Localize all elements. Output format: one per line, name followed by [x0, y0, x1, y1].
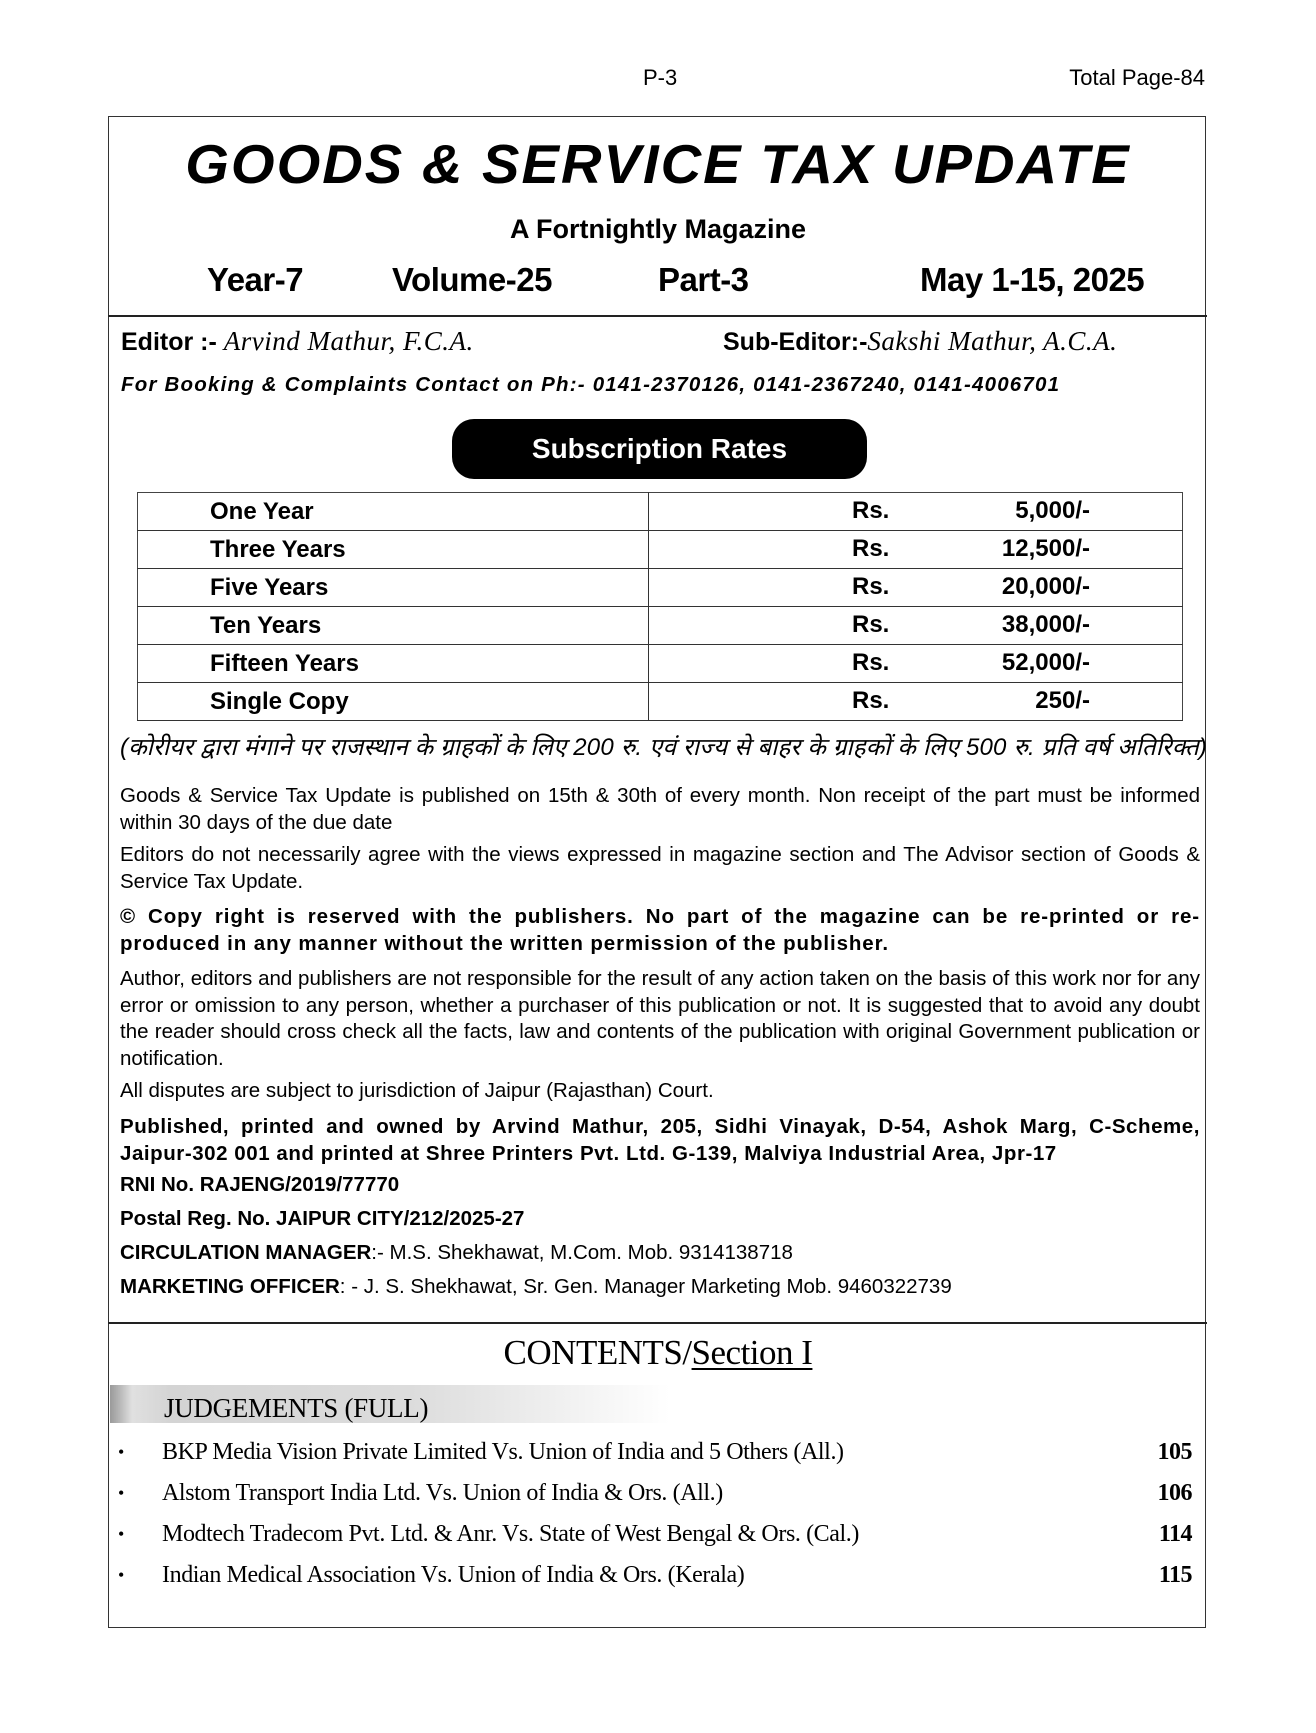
category-label: JUDGEMENTS (FULL): [164, 1393, 429, 1423]
postal-registration: Postal Reg. No. JAIPUR CITY/212/2025-27: [120, 1207, 525, 1230]
editor-name: Arvind Mathur, F.C.A.: [223, 326, 474, 356]
rate-row: [138, 531, 1183, 569]
magazine-title: GOODS & SERVICE TAX UPDATE: [185, 133, 1131, 195]
rate-term: Single Copy: [138, 683, 649, 721]
liability-disclaimer: Author, editors and publishers are not responsible for the result of any action taken on the basis of this work nor for any error or omission to any person, whether a purchaser of this publication or not. It is suggested that to avoid any doubt the reader should cross check all the facts, law and contents of the publication with original Government publication or notification.: [120, 967, 1200, 1070]
rate-price-cell: [649, 683, 1183, 721]
rate-term: One Year: [138, 493, 649, 531]
rate-row: [138, 683, 1183, 721]
contents-item-title: Indian Medical Association Vs. Union of India & Ors. (Kerala): [162, 1562, 745, 1588]
rate-row: [138, 569, 1183, 607]
rate-price-cell: [649, 607, 1183, 645]
marketing-officer: [120, 1274, 952, 1300]
rate-row: [138, 645, 1183, 683]
marketing-value: : - J. S. Shekhawat, Sr. Gen. Manager Marketing Mob. 9460322739: [339, 1275, 952, 1298]
rate-amount: 250/-: [1035, 687, 1090, 714]
rate-price-cell: [649, 569, 1183, 607]
contents-heading-main: CONTENTS/: [503, 1333, 692, 1372]
rate-term: Three Years: [138, 531, 649, 569]
issue-part: Part-3: [658, 261, 749, 298]
contents-item-page: 115: [1158, 1562, 1192, 1588]
issue-year: Year-7: [207, 261, 304, 298]
bullet-icon: •: [118, 1483, 125, 1503]
rate-currency: Rs.: [852, 573, 890, 600]
rate-currency: Rs.: [852, 497, 890, 524]
rate-row: [138, 607, 1183, 645]
contact-line: For Booking & Complaints Contact on Ph:- 0141-2370126, 0141-2367240, 0141-4006701: [121, 373, 1061, 396]
views-disclaimer: Editors do not necessarily agree with the views expressed in magazine section and The Advisor section of Goods & Service Tax Update.: [120, 843, 1200, 893]
total-pages: Total Page-84: [1069, 65, 1205, 90]
page-number: P-3: [643, 65, 678, 90]
contents-item: [118, 1518, 1192, 1550]
rate-price-cell: [649, 493, 1183, 531]
masthead-divider: [108, 315, 1207, 317]
rate-term: Ten Years: [138, 607, 649, 645]
contents-item: [118, 1477, 1192, 1509]
rate-price-cell: [649, 645, 1183, 683]
rate-term: Five Years: [138, 569, 649, 607]
magazine-subtitle: A Fortnightly Magazine: [510, 214, 806, 244]
editor-label: Editor :-: [121, 328, 217, 356]
contents-item-page: 106: [1157, 1480, 1192, 1506]
contents-heading-section: Section I: [691, 1333, 813, 1372]
rate-amount: 20,000/-: [1001, 573, 1090, 600]
sub-editor-name: Sakshi Mathur, A.C.A.: [867, 326, 1118, 356]
sub-editor-line: [723, 326, 1117, 357]
contents-item-page: 105: [1157, 1439, 1192, 1465]
contents-heading: [0, 1333, 1316, 1373]
contents-item-title: Alstom Transport India Ltd. Vs. Union of India & Ors. (All.): [162, 1480, 723, 1506]
rate-currency: Rs.: [852, 649, 890, 676]
subscription-rates-table: [137, 492, 1183, 721]
jurisdiction-notice: All disputes are subject to jurisdiction of Jaipur (Rajasthan) Court.: [120, 1079, 714, 1102]
rate-amount: 12,500/-: [1001, 535, 1090, 562]
rate-amount: 52,000/-: [1001, 649, 1090, 676]
subscription-rates-heading: Subscription Rates: [452, 419, 867, 479]
rate-currency: Rs.: [852, 535, 890, 562]
rate-amount: 38,000/-: [1001, 611, 1090, 638]
circulation-label: CIRCULATION MANAGER: [120, 1241, 372, 1264]
contents-item: [118, 1559, 1192, 1591]
rate-amount: 5,000/-: [1015, 497, 1090, 524]
courier-charges-note: (कोरीयर द्वारा मंगाने पर राजस्थान के ग्राहकों के लिए 200 रु. एवं राज्य से बाहर के ग्राहकों के लिए 500 रु. प्रति वर्ष अतिरिक्त): [120, 734, 1208, 761]
circulation-manager: [120, 1240, 793, 1266]
rate-currency: Rs.: [852, 611, 890, 638]
publication-schedule-notice: Goods & Service Tax Update is published on 15th & 30th of every month. Non receipt of the part must be informed within 30 days of the due date: [120, 784, 1200, 834]
sub-editor-label: Sub-Editor:-: [723, 328, 868, 356]
rate-price-cell: [649, 531, 1183, 569]
bullet-icon: •: [118, 1565, 125, 1585]
contents-item-page: 114: [1158, 1521, 1192, 1547]
issue-date: May 1-15, 2025: [920, 261, 1145, 298]
contents-item-title: BKP Media Vision Private Limited Vs. Union of India and 5 Others (All.): [162, 1439, 844, 1465]
rate-currency: Rs.: [852, 687, 890, 714]
rate-row: [138, 493, 1183, 531]
marketing-label: MARKETING OFFICER: [120, 1275, 340, 1298]
contents-divider: [108, 1322, 1207, 1324]
issue-volume: Volume-25: [392, 261, 552, 298]
contents-item-title: Modtech Tradecom Pvt. Ltd. & Anr. Vs. State of West Bengal & Ors. (Cal.): [162, 1521, 860, 1547]
editor-line: [121, 326, 474, 357]
rate-term: Fifteen Years: [138, 645, 649, 683]
bullet-icon: •: [118, 1524, 125, 1544]
rni-number: RNI No. RAJENG/2019/77770: [120, 1173, 400, 1196]
publisher-details: Published, printed and owned by Arvind Mathur, 205, Sidhi Vinayak, D-54, Ashok Marg, C-Scheme, Jaipur-302 001 and printed at Shree Printers Pvt. Ltd. G-139, Malviya Industrial Area, Jpr-17: [120, 1115, 1200, 1165]
bullet-icon: •: [118, 1442, 125, 1462]
circulation-value: :- M.S. Shekhawat, M.Com. Mob. 9314138718: [371, 1241, 793, 1264]
contents-item: [118, 1436, 1192, 1468]
copyright-notice: © Copy right is reserved with the publishers. No part of the magazine can be re-printed or re-produced in any manner without the written permission of the publisher.: [120, 905, 1200, 955]
